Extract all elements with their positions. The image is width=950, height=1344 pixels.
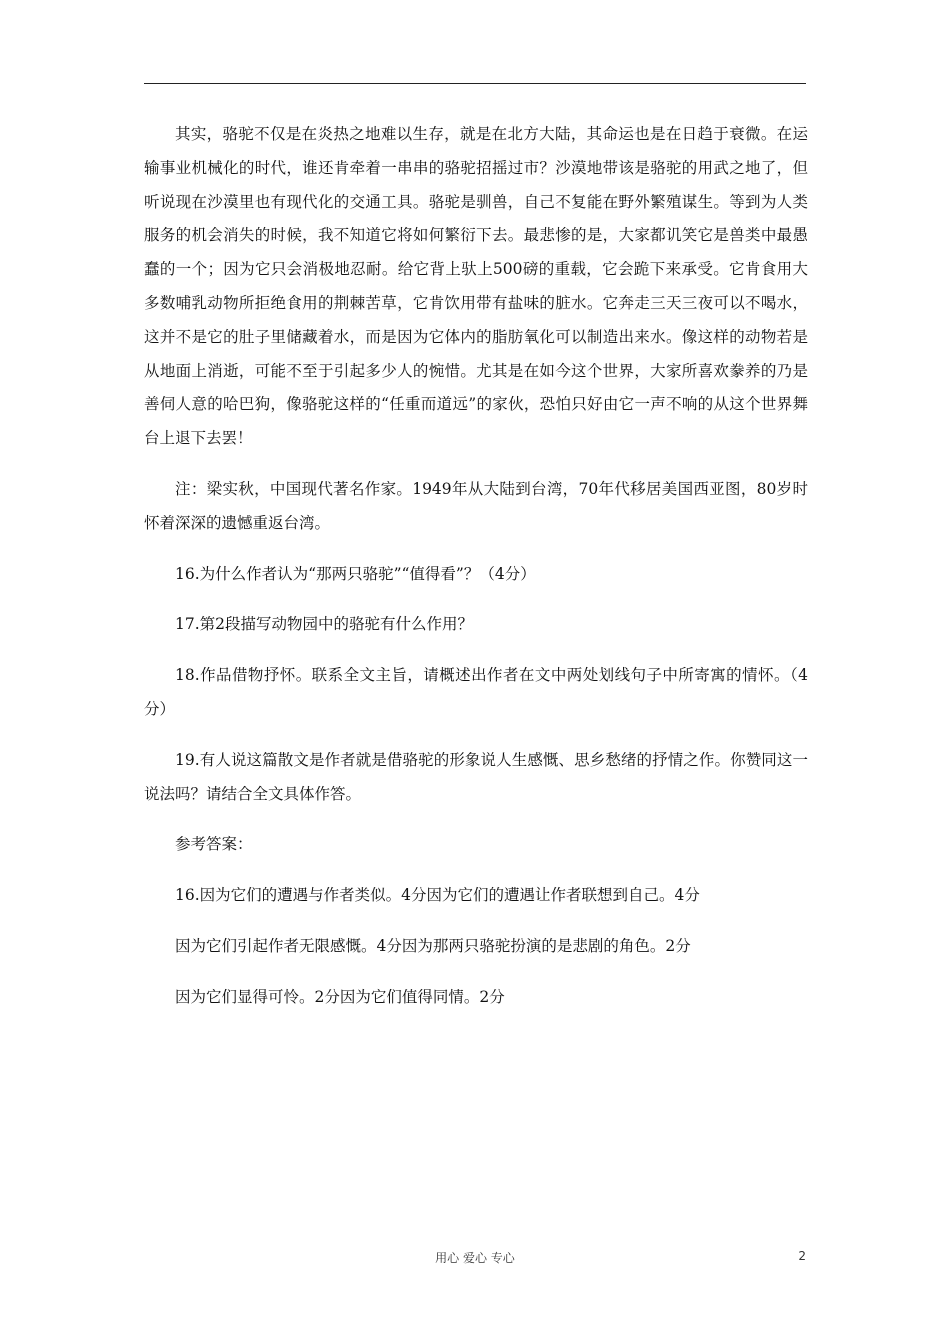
page-number: 2 <box>798 1249 806 1263</box>
header-rule <box>144 83 806 84</box>
question-18: 18.作品借物抒怀。联系全文主旨，请概述出作者在文中两处划线句子中所寄寓的情怀。（4分） <box>144 666 808 718</box>
question-16: 16.为什么作者认为“那两只骆驼”“值得看”？（4分） <box>175 564 536 583</box>
essay-paragraph: 其实，骆驼不仅是在炎热之地难以生存，就是在北方大陆，其命运也是在日趋于衰微。在运输事业机械化的时代，谁还肯牵着一串串的骆驼招摇过市？沙漠地带该是骆驼的用武之地了，但听说现在沙漠里也有现代化的交通工具。骆驼是驯兽，自己不复能在野外繁殖谋生。等到为人类服务的机会消失的时候，我不知道它将如何繁衍下去。最悲惨的是，大家都讥笑它是兽类中最愚蠢的一个；因为它只会消极地忍耐。给它背上驮上500磅的重载，它会跪下来承受。它肯食用大多数哺乳动物所拒绝食用的荆棘苦草，它肯饮用带有盐味的脏水。它奔走三天三夜可以不喝水，这并不是它的肚子里储藏着水，而是因为它体内的脂肪氧化可以制造出来水。像这样的动物若是从地面上消逝，可能不至于引起多少人的惋惜。尤其是在如今这个世界，大家所喜欢豢养的乃是善伺人意的哈巴狗，像骆驼这样的“任重而道远”的家伙，恐怕只好由它一声不响的从这个世界舞台上退下去罢！ <box>144 125 808 448</box>
answer-heading: 参考答案： <box>175 835 253 854</box>
question-17: 17.第2段描写动物园中的骆驼有什么作用？ <box>175 615 474 634</box>
page-content <box>144 118 808 1015</box>
author-note: 注：梁实秋，中国现代著名作家。1949年从大陆到台湾，70年代移居美国西亚图，80岁时怀着深深的遗憾重返台湾。 <box>144 479 808 532</box>
answer-16-line-2: 因为它们引起作者无限感慨。4分因为那两只骆驼扮演的是悲剧的角色。2分 <box>175 936 691 955</box>
answer-16-line-1: 16.因为它们的遭遇与作者类似。4分因为它们的遭遇让作者联想到自己。4分 <box>175 886 700 905</box>
footer-motto: 用心 爱心 专心 <box>435 1251 515 1265</box>
answer-16-line-3: 因为它们显得可怜。2分因为它们值得同情。2分 <box>175 987 505 1006</box>
question-19: 19.有人说这篇散文是作者就是借骆驼的形象说人生感慨、思乡愁绪的抒情之作。你赞同这一说法吗？请结合全文具体作答。 <box>144 750 808 803</box>
